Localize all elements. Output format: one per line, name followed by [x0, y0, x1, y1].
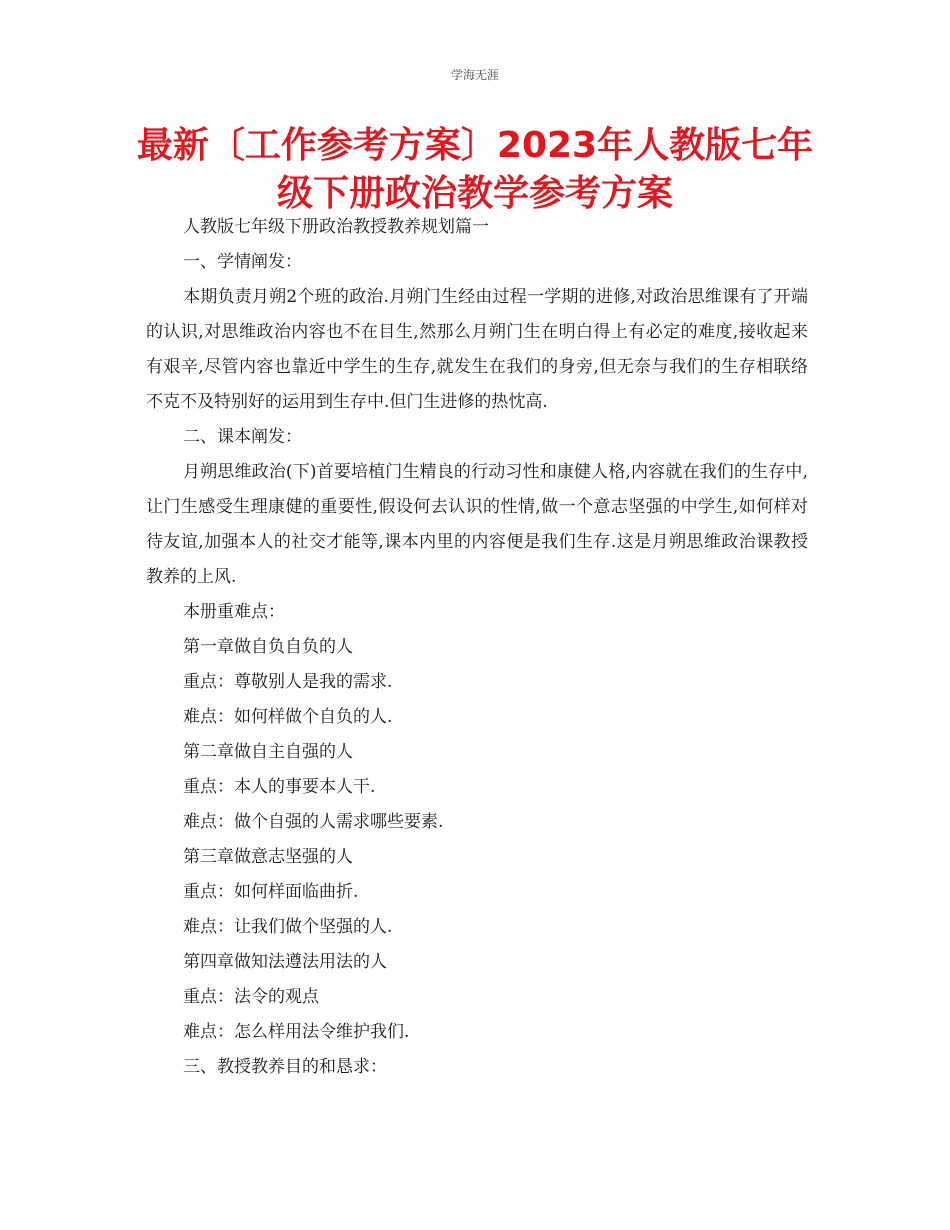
- chapter-4-hard: 难点：怎么样用法令维护我们.: [183, 1022, 410, 1042]
- chapter-3-key: 重点：如何样面临曲折.: [183, 882, 359, 902]
- page-header: 学海无涯: [450, 68, 499, 82]
- chapter-4-key: 重点：法令的观点: [183, 987, 319, 1007]
- subtitle: 人教版七年级下册政治教授教养规划篇一: [183, 217, 489, 237]
- chapter-2-key: 重点：本人的事要本人干.: [183, 777, 376, 797]
- difficulty-heading: 本册重难点：: [183, 602, 285, 622]
- chapter-3-hard: 难点：让我们做个坚强的人.: [183, 917, 393, 937]
- section-heading-2: 二、课本阐发：: [183, 427, 302, 447]
- chapter-3: 第三章做意志坚强的人: [183, 847, 353, 867]
- section-heading-3: 三、教授教养目的和恳求：: [183, 1057, 387, 1077]
- document-body: [146, 210, 808, 1085]
- paragraph-1: 本期负责月朔2个班的政治.月朔门生经由过程一学期的进修,对政治思维课有了开端的认识,对思维政治内容也不在目生,然那么月朔门生在明白得上有必定的难度,接收起来有艰辛,尽管内容也靠近中学生的生存,就发生在我们的身旁,但无奈与我们的生存相联络不克不及特别好的运用到生存中.但门生进修的热忱高.: [146, 287, 808, 412]
- chapter-1: 第一章做自负自负的人: [183, 637, 353, 657]
- chapter-2: 第二章做自主自强的人: [183, 742, 353, 762]
- paragraph-2: 月朔思维政治(下)首要培植门生精良的行动习性和康健人格,内容就在我们的生存中,让门生感受生理康健的重要性,假设何去认识的性情,做一个意志坚强的中学生,如何样对待友谊,加强本人的社交才能等,课本内里的内容便是我们生存.这是月朔思维政治课教授教养的上风.: [146, 462, 808, 587]
- chapter-1-hard: 难点：如何样做个自负的人.: [183, 707, 393, 727]
- chapter-4: 第四章做知法遵法用法的人: [183, 952, 387, 972]
- section-heading-1: 一、学情阐发：: [183, 252, 302, 272]
- document-title: 最新〔工作参考方案〕2023年人教版七年级下册政治教学参考方案: [136, 125, 814, 214]
- chapter-1-key: 重点：尊敬别人是我的需求.: [183, 672, 393, 692]
- chapter-2-hard: 难点：做个自强的人需求哪些要素.: [183, 812, 444, 832]
